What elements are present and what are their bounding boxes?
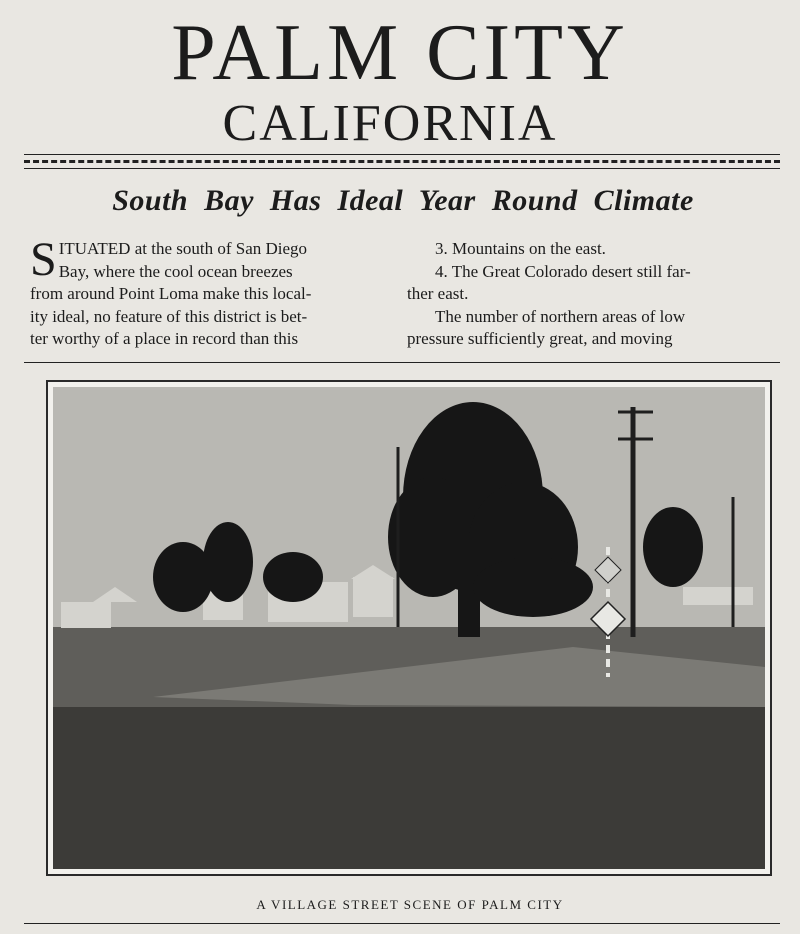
column-line: ity ideal, no feature of this district is bet- bbox=[30, 306, 308, 326]
street-scene-photo bbox=[53, 387, 765, 869]
column-line: Bay, where the cool ocean breezes bbox=[58, 261, 293, 281]
masthead-title: PALM CITY bbox=[171, 9, 629, 97]
column-line: from around Point Loma make this local- bbox=[30, 284, 312, 303]
drop-cap: S bbox=[30, 233, 57, 286]
masthead-subtitle: CALIFORNIA bbox=[222, 95, 558, 152]
article-column-left bbox=[30, 233, 390, 351]
column-line: 4. The Great Colorado desert still far- bbox=[435, 261, 691, 281]
column-line: pressure sufficiently great, and moving bbox=[407, 329, 673, 348]
photo-frame bbox=[46, 380, 772, 876]
column-line: The number of northern areas of low bbox=[435, 306, 686, 326]
column-line: ther east. bbox=[407, 284, 469, 303]
masthead-rule-dashed bbox=[24, 160, 780, 163]
article-headline: South Bay Has Ideal Year Round Climate bbox=[112, 184, 694, 217]
article-column-right bbox=[407, 238, 784, 351]
article-rule bbox=[24, 362, 780, 363]
masthead-rule-top bbox=[24, 154, 780, 155]
foreground-ground bbox=[53, 707, 765, 869]
column-line: ter worthy of a place in record than this bbox=[30, 329, 299, 348]
masthead-rule-bottom bbox=[24, 168, 780, 169]
column-line: 3. Mountains on the east. bbox=[435, 239, 606, 258]
bottom-rule bbox=[24, 923, 780, 924]
photo-caption: A VILLAGE STREET SCENE OF PALM CITY bbox=[256, 897, 564, 912]
column-line: ITUATED at the south of San Diego bbox=[58, 239, 308, 258]
